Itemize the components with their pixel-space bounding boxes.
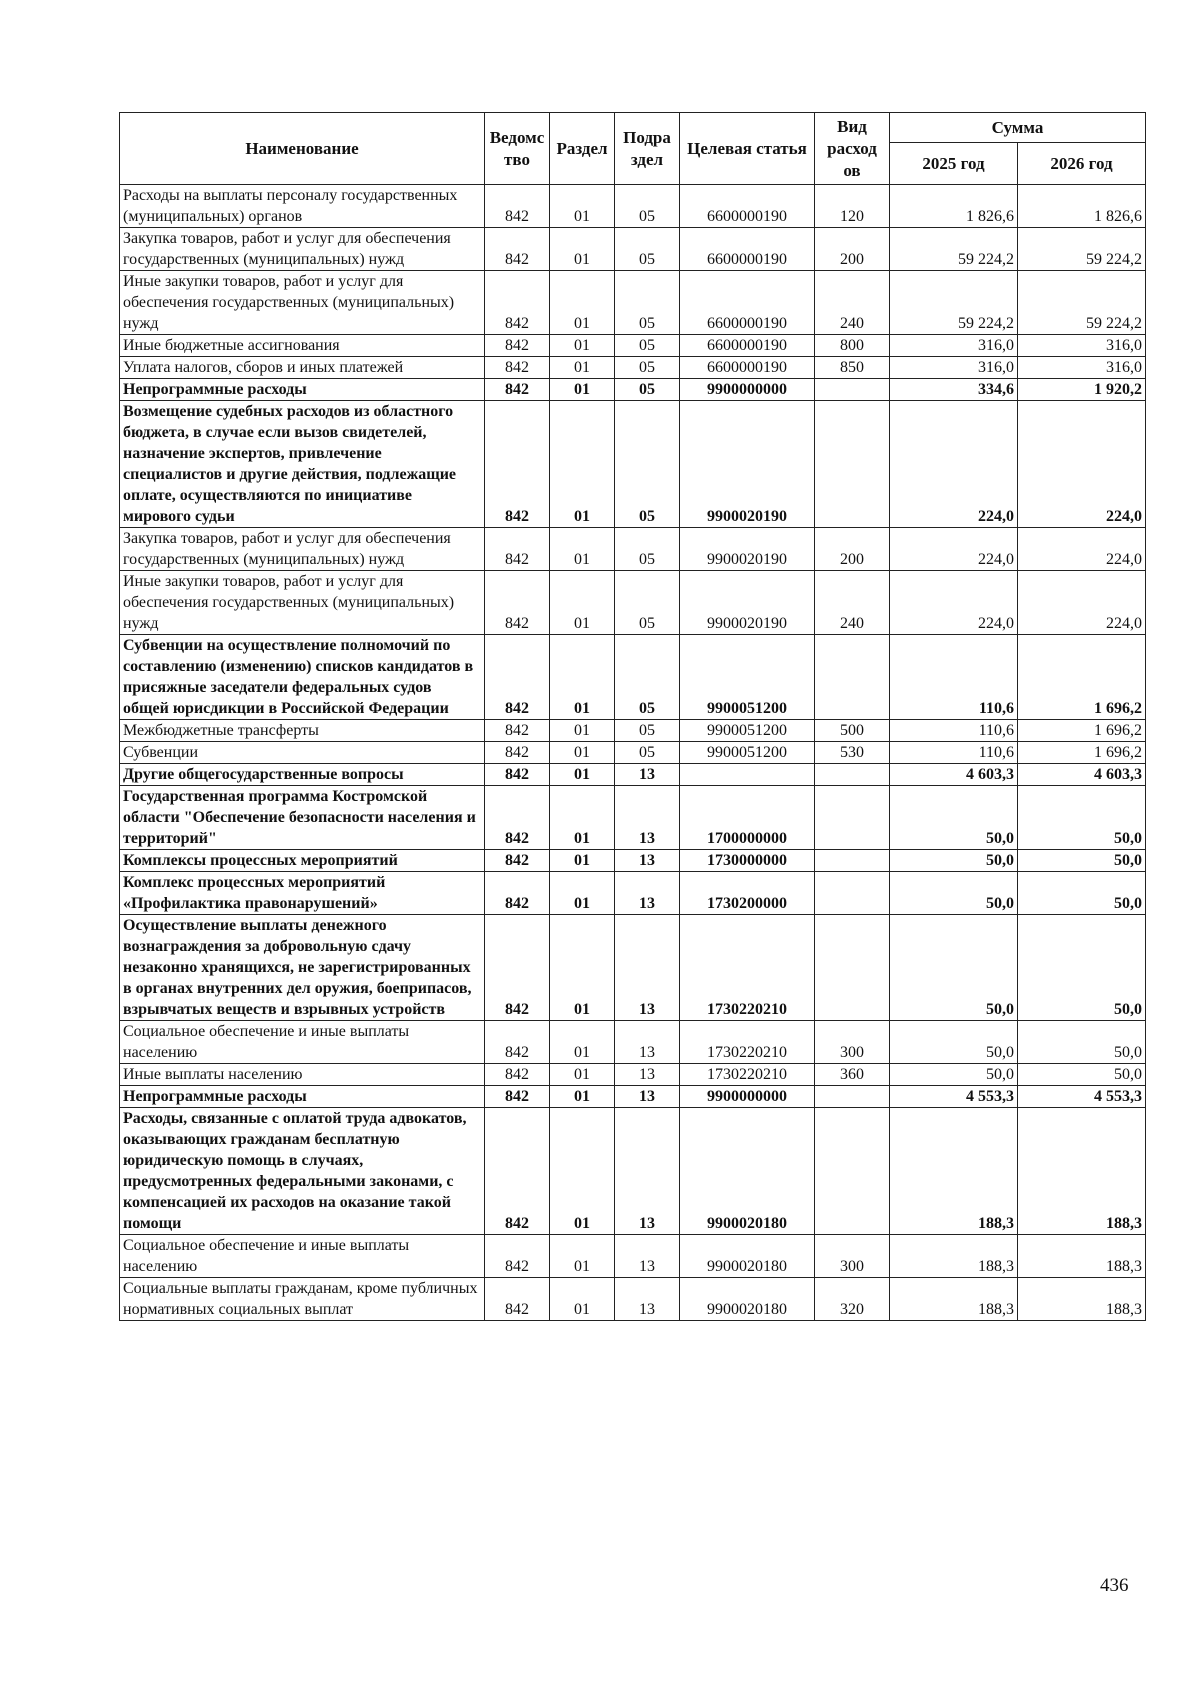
- cell-type: 200: [815, 228, 890, 271]
- cell-sum-2026: 188,3: [1018, 1235, 1146, 1278]
- cell-subsection: 13: [615, 1278, 680, 1321]
- cell-target: 6600000190: [680, 185, 815, 228]
- cell-sum-2025: 4 553,3: [890, 1086, 1018, 1108]
- cell-type: 300: [815, 1021, 890, 1064]
- cell-section: 01: [550, 1021, 615, 1064]
- cell-target: 1730000000: [680, 850, 815, 872]
- cell-dept: 842: [485, 357, 550, 379]
- cell-type: 240: [815, 271, 890, 335]
- cell-dept: 842: [485, 786, 550, 850]
- header-type: Вид расход ов: [815, 113, 890, 185]
- table-header: [120, 113, 1146, 185]
- cell-section: 01: [550, 379, 615, 401]
- cell-sum-2026: 1 696,2: [1018, 720, 1146, 742]
- table-row: [120, 915, 1146, 1021]
- cell-dept: 842: [485, 335, 550, 357]
- cell-name: Комплексы процессных мероприятий: [120, 850, 485, 872]
- cell-name: Закупка товаров, работ и услуг для обеспечения государственных (муниципальных) нужд: [120, 228, 485, 271]
- cell-type: 500: [815, 720, 890, 742]
- header-target: Целевая статья: [680, 113, 815, 185]
- table-row: [120, 1064, 1146, 1086]
- table-row: [120, 1108, 1146, 1235]
- cell-subsection: 13: [615, 1086, 680, 1108]
- cell-dept: 842: [485, 228, 550, 271]
- cell-section: 01: [550, 228, 615, 271]
- cell-sum-2025: 4 603,3: [890, 764, 1018, 786]
- cell-target: 9900000000: [680, 1086, 815, 1108]
- cell-target: 6600000190: [680, 228, 815, 271]
- table-body: [120, 185, 1146, 1321]
- header-section: Раздел: [550, 113, 615, 185]
- table-row: [120, 335, 1146, 357]
- cell-sum-2025: 110,6: [890, 635, 1018, 720]
- cell-sum-2026: 224,0: [1018, 528, 1146, 571]
- cell-type: [815, 401, 890, 528]
- cell-name: Иные закупки товаров, работ и услуг для обеспечения государственных (муниципальных) нужд: [120, 271, 485, 335]
- cell-subsection: 13: [615, 764, 680, 786]
- cell-target: 9900020190: [680, 528, 815, 571]
- cell-subsection: 05: [615, 357, 680, 379]
- header-subsection: Подра здел: [615, 113, 680, 185]
- cell-sum-2026: 188,3: [1018, 1278, 1146, 1321]
- cell-sum-2026: 1 826,6: [1018, 185, 1146, 228]
- cell-name: Социальное обеспечение и иные выплаты населению: [120, 1235, 485, 1278]
- cell-sum-2025: 110,6: [890, 742, 1018, 764]
- cell-section: 01: [550, 528, 615, 571]
- table-row: [120, 528, 1146, 571]
- cell-section: 01: [550, 742, 615, 764]
- cell-sum-2025: 316,0: [890, 335, 1018, 357]
- cell-target: 9900020180: [680, 1235, 815, 1278]
- cell-dept: 842: [485, 1278, 550, 1321]
- cell-sum-2026: 50,0: [1018, 872, 1146, 915]
- cell-sum-2025: 316,0: [890, 357, 1018, 379]
- cell-sum-2025: 1 826,6: [890, 185, 1018, 228]
- cell-dept: 842: [485, 720, 550, 742]
- cell-name: Осуществление выплаты денежного вознаграждения за добровольную сдачу незаконно хранящихся, не зарегистрированных в органах внутренних дел оружия, боеприпасов, взрывчатых веществ и взрывных устройств: [120, 915, 485, 1021]
- cell-type: 120: [815, 185, 890, 228]
- cell-name: Государственная программа Костромской области "Обеспечение безопасности населения и территорий": [120, 786, 485, 850]
- cell-sum-2025: 50,0: [890, 850, 1018, 872]
- cell-dept: 842: [485, 379, 550, 401]
- cell-type: 360: [815, 1064, 890, 1086]
- cell-section: 01: [550, 720, 615, 742]
- cell-dept: 842: [485, 528, 550, 571]
- cell-subsection: 13: [615, 786, 680, 850]
- budget-table: [119, 112, 1146, 1321]
- cell-dept: 842: [485, 742, 550, 764]
- cell-subsection: 05: [615, 635, 680, 720]
- cell-target: 9900020190: [680, 571, 815, 635]
- cell-subsection: 13: [615, 915, 680, 1021]
- cell-subsection: 05: [615, 335, 680, 357]
- cell-sum-2026: 59 224,2: [1018, 228, 1146, 271]
- cell-section: 01: [550, 185, 615, 228]
- table-row: [120, 635, 1146, 720]
- cell-type: 200: [815, 528, 890, 571]
- cell-target: 1700000000: [680, 786, 815, 850]
- cell-dept: 842: [485, 1108, 550, 1235]
- cell-sum-2025: 224,0: [890, 528, 1018, 571]
- cell-target: 1730200000: [680, 872, 815, 915]
- cell-name: Иные бюджетные ассигнования: [120, 335, 485, 357]
- cell-subsection: 13: [615, 872, 680, 915]
- cell-sum-2025: 188,3: [890, 1235, 1018, 1278]
- cell-sum-2026: 50,0: [1018, 850, 1146, 872]
- table-row: [120, 872, 1146, 915]
- cell-section: 01: [550, 764, 615, 786]
- cell-sum-2026: 224,0: [1018, 401, 1146, 528]
- cell-sum-2026: 50,0: [1018, 1021, 1146, 1064]
- cell-target: 6600000190: [680, 335, 815, 357]
- header-year-2026: 2026 год: [1018, 143, 1146, 185]
- header-year-2025: 2025 год: [890, 143, 1018, 185]
- cell-target: 9900051200: [680, 635, 815, 720]
- cell-name: Другие общегосударственные вопросы: [120, 764, 485, 786]
- cell-dept: 842: [485, 1235, 550, 1278]
- cell-sum-2025: 224,0: [890, 571, 1018, 635]
- cell-name: Непрограммные расходы: [120, 379, 485, 401]
- cell-name: Иные выплаты населению: [120, 1064, 485, 1086]
- cell-type: [815, 872, 890, 915]
- cell-sum-2025: 50,0: [890, 786, 1018, 850]
- cell-sum-2026: 50,0: [1018, 915, 1146, 1021]
- cell-name: Иные закупки товаров, работ и услуг для обеспечения государственных (муниципальных) нужд: [120, 571, 485, 635]
- cell-section: 01: [550, 335, 615, 357]
- cell-type: 850: [815, 357, 890, 379]
- cell-subsection: 13: [615, 1021, 680, 1064]
- cell-sum-2025: 188,3: [890, 1108, 1018, 1235]
- cell-name: Уплата налогов, сборов и иных платежей: [120, 357, 485, 379]
- cell-sum-2026: 4 603,3: [1018, 764, 1146, 786]
- cell-subsection: 13: [615, 1064, 680, 1086]
- table-row: [120, 742, 1146, 764]
- table-row: [120, 1235, 1146, 1278]
- cell-sum-2025: 110,6: [890, 720, 1018, 742]
- cell-sum-2026: 50,0: [1018, 1064, 1146, 1086]
- cell-sum-2025: 50,0: [890, 872, 1018, 915]
- cell-section: 01: [550, 1108, 615, 1235]
- cell-target: 1730220210: [680, 1021, 815, 1064]
- header-sum: Сумма: [890, 113, 1146, 143]
- cell-dept: 842: [485, 850, 550, 872]
- cell-subsection: 05: [615, 401, 680, 528]
- header-name: Наименование: [120, 113, 485, 185]
- cell-dept: 842: [485, 764, 550, 786]
- cell-sum-2026: 4 553,3: [1018, 1086, 1146, 1108]
- cell-sum-2026: 224,0: [1018, 571, 1146, 635]
- cell-type: [815, 635, 890, 720]
- cell-name: Межбюджетные трансферты: [120, 720, 485, 742]
- cell-sum-2026: 1 920,2: [1018, 379, 1146, 401]
- table-row: [120, 1278, 1146, 1321]
- cell-name: Субвенции: [120, 742, 485, 764]
- cell-target: 9900020180: [680, 1108, 815, 1235]
- cell-name: Комплекс процессных мероприятий «Профилактика правонарушений»: [120, 872, 485, 915]
- cell-section: 01: [550, 1086, 615, 1108]
- cell-section: 01: [550, 401, 615, 528]
- cell-section: 01: [550, 872, 615, 915]
- cell-subsection: 05: [615, 571, 680, 635]
- cell-name: Субвенции на осуществление полномочий по составлению (изменению) списков кандидатов в присяжные заседатели федеральных судов общей юрисдикции в Российской Федерации: [120, 635, 485, 720]
- cell-sum-2026: 50,0: [1018, 786, 1146, 850]
- cell-dept: 842: [485, 1086, 550, 1108]
- cell-subsection: 05: [615, 528, 680, 571]
- cell-name: Возмещение судебных расходов из областного бюджета, в случае если вызов свидетелей, назначение экспертов, привлечение специалистов и другие действия, подлежащие оплате, осуществляются по инициативе мирового судьи: [120, 401, 485, 528]
- table-row: [120, 401, 1146, 528]
- cell-section: 01: [550, 357, 615, 379]
- cell-subsection: 05: [615, 379, 680, 401]
- cell-target: 6600000190: [680, 271, 815, 335]
- cell-type: [815, 1108, 890, 1235]
- cell-type: 320: [815, 1278, 890, 1321]
- cell-sum-2026: 316,0: [1018, 357, 1146, 379]
- cell-subsection: 05: [615, 742, 680, 764]
- cell-sum-2025: 59 224,2: [890, 271, 1018, 335]
- cell-section: 01: [550, 571, 615, 635]
- cell-target: 6600000190: [680, 357, 815, 379]
- cell-subsection: 13: [615, 1108, 680, 1235]
- cell-sum-2025: 50,0: [890, 915, 1018, 1021]
- cell-subsection: 13: [615, 850, 680, 872]
- table-row: [120, 786, 1146, 850]
- cell-target: [680, 764, 815, 786]
- cell-section: 01: [550, 635, 615, 720]
- cell-sum-2025: 59 224,2: [890, 228, 1018, 271]
- cell-type: [815, 379, 890, 401]
- page-number: 436: [1100, 1575, 1129, 1596]
- cell-type: [815, 764, 890, 786]
- cell-type: [815, 915, 890, 1021]
- cell-type: 530: [815, 742, 890, 764]
- cell-section: 01: [550, 271, 615, 335]
- cell-subsection: 05: [615, 271, 680, 335]
- cell-section: 01: [550, 850, 615, 872]
- cell-target: 9900020190: [680, 401, 815, 528]
- cell-sum-2026: 59 224,2: [1018, 271, 1146, 335]
- cell-subsection: 13: [615, 1235, 680, 1278]
- cell-name: Социальные выплаты гражданам, кроме публичных нормативных социальных выплат: [120, 1278, 485, 1321]
- cell-target: 9900020180: [680, 1278, 815, 1321]
- cell-type: [815, 1086, 890, 1108]
- cell-section: 01: [550, 1235, 615, 1278]
- table-row: [120, 720, 1146, 742]
- cell-sum-2026: 1 696,2: [1018, 635, 1146, 720]
- table-row: [120, 357, 1146, 379]
- table-row: [120, 1021, 1146, 1064]
- cell-dept: 842: [485, 635, 550, 720]
- header-dept: Ведомс тво: [485, 113, 550, 185]
- cell-subsection: 05: [615, 185, 680, 228]
- cell-name: Расходы, связанные с оплатой труда адвокатов, оказывающих гражданам бесплатную юридическую помощь в случаях, предусмотренных федеральными законами, с компенсацией их расходов на оказание такой помощи: [120, 1108, 485, 1235]
- table-row: [120, 379, 1146, 401]
- cell-target: 9900000000: [680, 379, 815, 401]
- cell-target: 1730220210: [680, 1064, 815, 1086]
- table-row: [120, 228, 1146, 271]
- cell-sum-2026: 1 696,2: [1018, 742, 1146, 764]
- table-row: [120, 185, 1146, 228]
- cell-sum-2025: 224,0: [890, 401, 1018, 528]
- cell-section: 01: [550, 786, 615, 850]
- table-row: [120, 764, 1146, 786]
- cell-subsection: 05: [615, 228, 680, 271]
- cell-name: Закупка товаров, работ и услуг для обеспечения государственных (муниципальных) нужд: [120, 528, 485, 571]
- table-row: [120, 850, 1146, 872]
- cell-type: [815, 850, 890, 872]
- cell-dept: 842: [485, 271, 550, 335]
- cell-dept: 842: [485, 1021, 550, 1064]
- cell-type: 240: [815, 571, 890, 635]
- cell-dept: 842: [485, 915, 550, 1021]
- cell-dept: 842: [485, 872, 550, 915]
- cell-dept: 842: [485, 185, 550, 228]
- cell-dept: 842: [485, 571, 550, 635]
- cell-sum-2025: 334,6: [890, 379, 1018, 401]
- cell-dept: 842: [485, 1064, 550, 1086]
- cell-sum-2025: 50,0: [890, 1064, 1018, 1086]
- cell-type: 800: [815, 335, 890, 357]
- cell-name: Социальное обеспечение и иные выплаты населению: [120, 1021, 485, 1064]
- cell-section: 01: [550, 1064, 615, 1086]
- table-row: [120, 571, 1146, 635]
- cell-dept: 842: [485, 401, 550, 528]
- table-row: [120, 1086, 1146, 1108]
- cell-type: 300: [815, 1235, 890, 1278]
- table-row: [120, 271, 1146, 335]
- cell-target: 9900051200: [680, 742, 815, 764]
- cell-type: [815, 786, 890, 850]
- cell-section: 01: [550, 1278, 615, 1321]
- cell-name: Непрограммные расходы: [120, 1086, 485, 1108]
- cell-subsection: 05: [615, 720, 680, 742]
- cell-sum-2025: 50,0: [890, 1021, 1018, 1064]
- cell-sum-2026: 316,0: [1018, 335, 1146, 357]
- cell-name: Расходы на выплаты персоналу государственных (муниципальных) органов: [120, 185, 485, 228]
- cell-target: 9900051200: [680, 720, 815, 742]
- cell-section: 01: [550, 915, 615, 1021]
- cell-target: 1730220210: [680, 915, 815, 1021]
- cell-sum-2025: 188,3: [890, 1278, 1018, 1321]
- cell-sum-2026: 188,3: [1018, 1108, 1146, 1235]
